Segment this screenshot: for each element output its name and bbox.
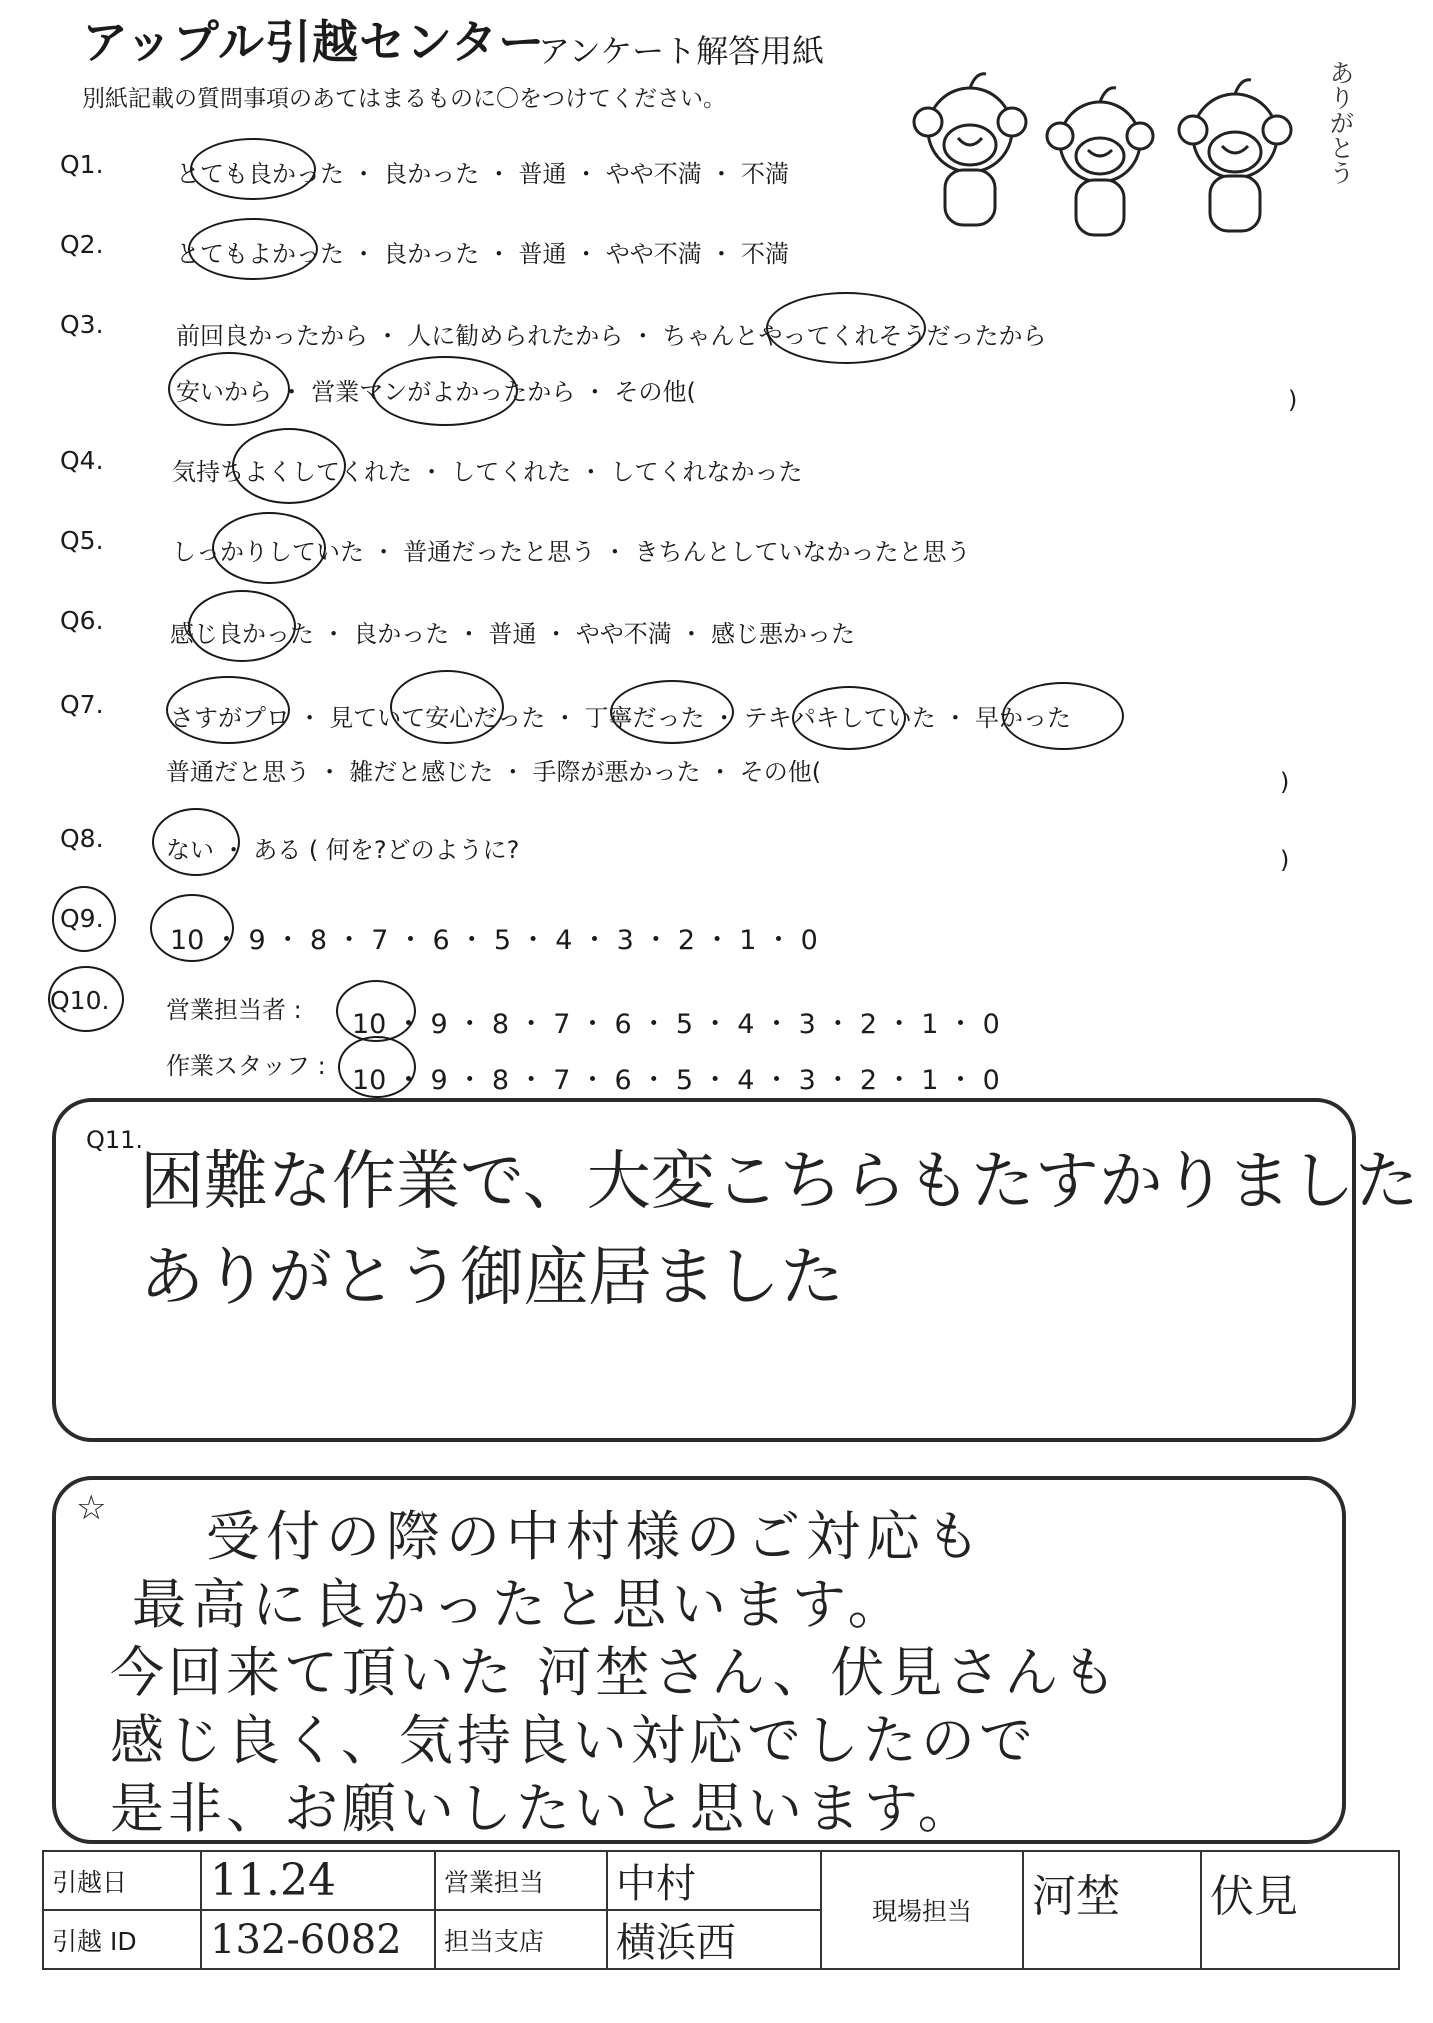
q3-selection-circle-1 [766, 292, 926, 364]
q10-sales-label: 営業担当者 : [166, 996, 302, 1024]
q2-options: とてもよかった ・ 良かった ・ 普通 ・ やや不満 ・ 不満 [176, 240, 790, 268]
comment-line1: 受付の際の中村様のご対応も [206, 1505, 986, 1568]
move-id-value: 132-6082 [201, 1910, 435, 1969]
move-id-label: 引越 ID [43, 1910, 201, 1969]
q1-options: とても良かった ・ 良かった ・ 普通 ・ やや不満 ・ 不満 [176, 160, 790, 188]
monkey-left-icon [914, 74, 1026, 225]
q10-staff-scale: 10 ・ 9 ・ 8 ・ 7 ・ 6 ・ 5 ・ 4 ・ 3 ・ 2 ・ 1 ・ 0 [352, 1065, 1000, 1096]
q10-label-circle [48, 966, 124, 1032]
q3-options-line2: 安いから ・ 営業マンがよかったから ・ その他( [176, 378, 696, 406]
q4-options: 気持ちよくしてくれた ・ してくれた ・ してくれなかった [172, 458, 803, 486]
sales-rep-label: 営業担当 [435, 1851, 607, 1910]
q10-staff-selection-circle [338, 1036, 416, 1098]
site-staff-value-2: 伏見 [1201, 1851, 1399, 1969]
sales-rep-value: 中村 [607, 1851, 821, 1910]
q4-label: Q4. [60, 446, 104, 475]
form-subtitle: アンケート解答用紙 [538, 32, 825, 70]
q11-label: Q11. [86, 1126, 144, 1154]
q1-label: Q1. [60, 150, 104, 179]
q10-sales-scale: 10 ・ 9 ・ 8 ・ 7 ・ 6 ・ 5 ・ 4 ・ 3 ・ 2 ・ 1 ・ 0 [352, 1009, 1000, 1040]
q3-label: Q3. [60, 310, 104, 339]
comment-line5: 是非、お願いしたいと思います。 [110, 1777, 976, 1840]
q7-selection-circle-2 [390, 670, 504, 744]
comment-line3: 今回来て頂いた 河埜さん、伏見さんも [110, 1641, 1121, 1704]
site-staff-label: 現場担当 [821, 1851, 1023, 1969]
move-date-label: 引越日 [43, 1851, 201, 1910]
q2-label: Q2. [60, 230, 104, 259]
q10-staff-label: 作業スタッフ : [166, 1052, 326, 1080]
q9-selection-circle [150, 894, 234, 962]
q6-label: Q6. [60, 606, 104, 635]
q2-selection-circle [188, 218, 318, 280]
q9-label-circle [52, 886, 116, 952]
monkey-right-icon [1179, 80, 1291, 231]
site-staff-value-1: 河埜 [1023, 1851, 1201, 1969]
q11-handwritten-line2: ありがとう御座居ました [140, 1241, 844, 1315]
q7-options-line1: さすがプロ ・ 見ていて安心だった ・ 丁寧だった ・ テキパキしていた ・ 早かった [170, 704, 1072, 732]
move-info-table [42, 1850, 1400, 1970]
q8-selection-circle [152, 808, 240, 876]
thanks-vertical-text: ありがとう [1326, 60, 1355, 185]
q7-selection-circle-1 [166, 676, 290, 744]
branch-value: 横浜西 [607, 1910, 821, 1969]
comment-line4: 感じ良く、気持良い対応でしたので [110, 1709, 1037, 1772]
q7-selection-circle-5 [1002, 682, 1124, 750]
q4-selection-circle [232, 428, 346, 504]
q8-label: Q8. [60, 824, 104, 853]
move-date-value: 11.24 [201, 1851, 435, 1910]
q9-scale: 10 ・ 9 ・ 8 ・ 7 ・ 6 ・ 5 ・ 4 ・ 3 ・ 2 ・ 1 ・ 0 [170, 925, 818, 956]
q8-close-paren: ) [1280, 846, 1290, 874]
q11-handwritten-line1: 困難な作業で、大変こちらもたすかりました [140, 1145, 1419, 1219]
instruction-text: 別紙記載の質問事項のあてはまるものに〇をつけてください。 [82, 86, 726, 112]
q8-options: ない ・ ある ( 何を?どのように? [166, 836, 520, 864]
monkey-mascot-illustration [900, 50, 1320, 250]
q6-options: 感じ良かった ・ 良かった ・ 普通 ・ やや不満 ・ 感じ悪かった [170, 620, 856, 648]
q7-selection-circle-4 [792, 686, 906, 750]
q5-selection-circle [212, 512, 326, 584]
q7-selection-circle-3 [610, 680, 734, 744]
branch-label: 担当支店 [435, 1910, 607, 1969]
q6-selection-circle [188, 590, 296, 662]
q9-label: Q9. [60, 904, 104, 933]
q7-label: Q7. [60, 690, 104, 719]
q7-close-paren: ) [1280, 768, 1290, 796]
q1-selection-circle [190, 138, 316, 200]
comment-line2: 最高に良かったと思います。 [132, 1573, 908, 1636]
monkey-middle-icon [1047, 88, 1153, 235]
q7-options-line2: 普通だと思う ・ 雑だと感じた ・ 手際が悪かった ・ その他( [166, 758, 822, 786]
company-title: アップル引越センター [82, 15, 546, 69]
q3-selection-circle-2 [168, 352, 290, 426]
q3-selection-circle-3 [372, 356, 518, 426]
q5-label: Q5. [60, 526, 104, 555]
q10-sales-selection-circle [336, 980, 416, 1042]
q3-options-line1: 前回良かったから ・ 人に勧められたから ・ ちゃんとやってくれそうだったから [176, 322, 1047, 350]
q10-label: Q10. [50, 986, 110, 1015]
q3-close-paren: ) [1288, 386, 1298, 414]
star-icon: ☆ [76, 1488, 107, 1528]
q5-options: しっかりしていた ・ 普通だったと思う ・ きちんとしていなかったと思う [172, 538, 971, 566]
